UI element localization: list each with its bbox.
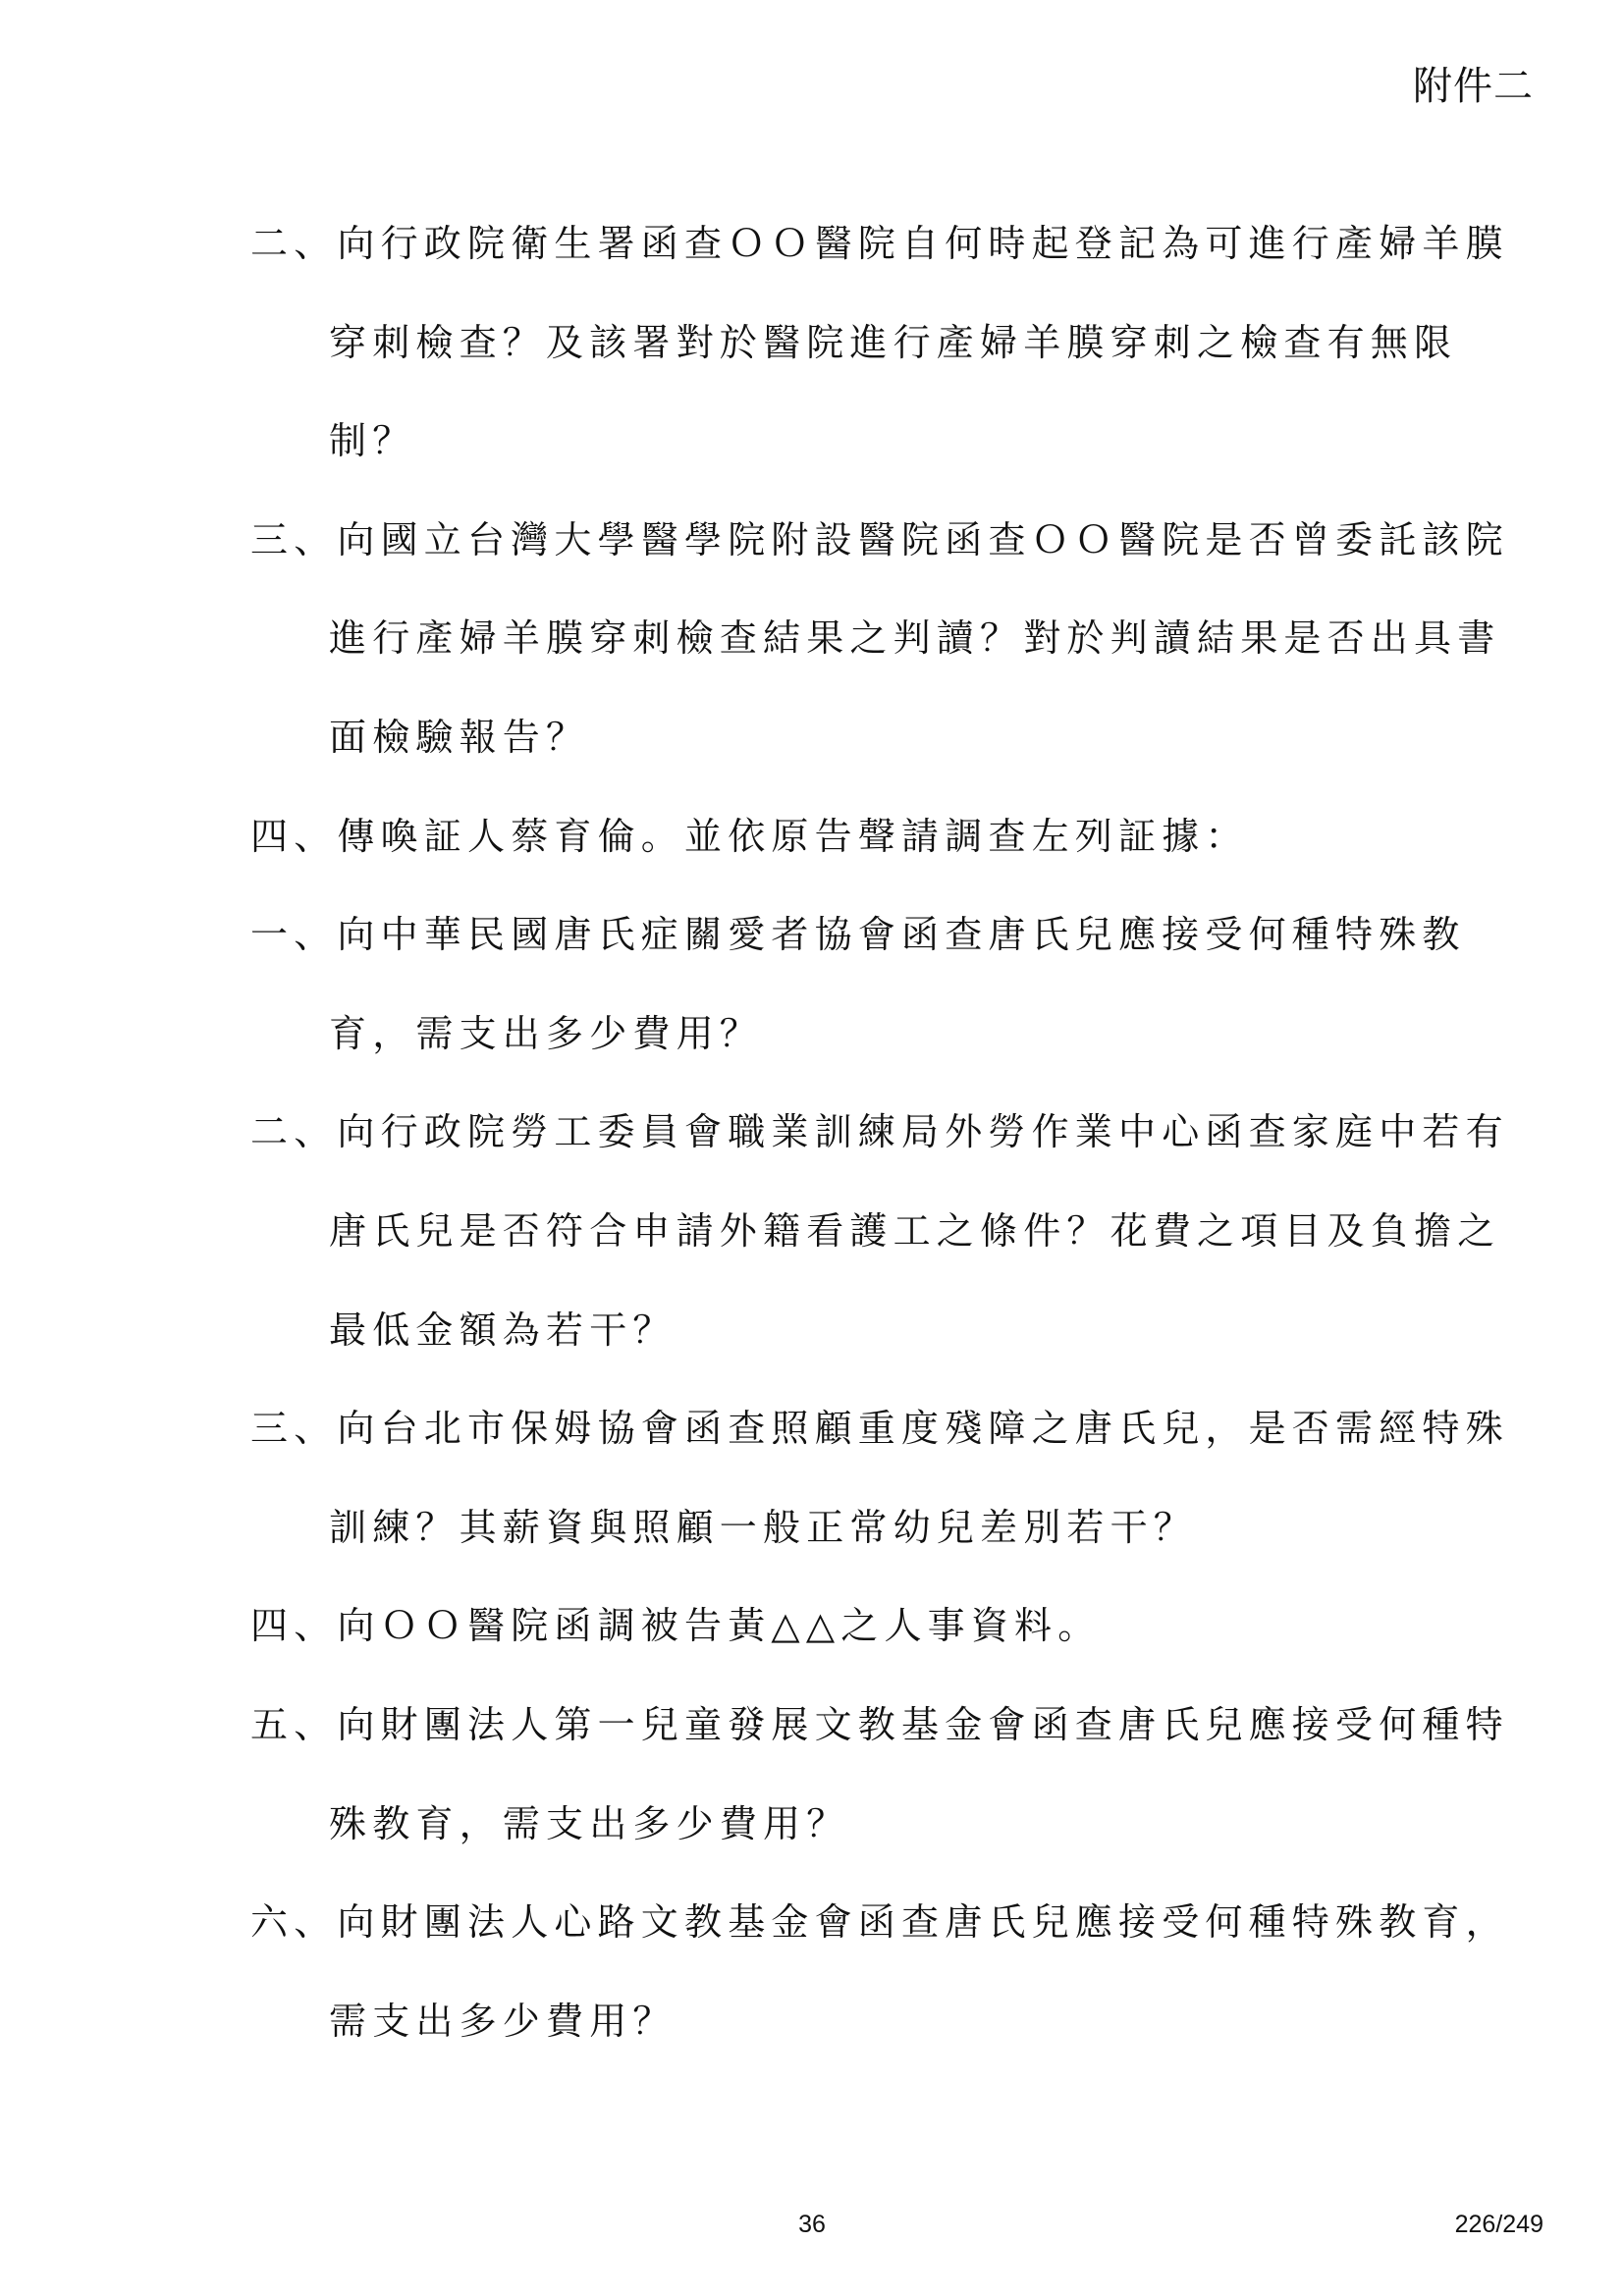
text-line: 需支出多少費用？ <box>329 1999 677 2043</box>
annex-label: 附件二 <box>1413 64 1534 109</box>
text-line: 四、傳喚証人蔡育倫。並依原告聲請調查左列証據： <box>250 814 1249 858</box>
text-line: 三、向台北市保姆協會函查照顧重度殘障之唐氏兒，是否需經特殊 <box>250 1407 1509 1451</box>
text-line: 六、向財團法人心路文教基金會函查唐氏兒應接受何種特殊教育， <box>250 1900 1509 1945</box>
text-line: 制？ <box>329 419 416 463</box>
text-line: 面檢驗報告？ <box>329 715 590 759</box>
text-line: 穿刺檢查？及該署對於醫院進行產婦羊膜穿刺之檢查有無限 <box>329 320 1458 364</box>
text-line: 唐氏兒是否符合申請外籍看護工之條件？花費之項目及負擔之 <box>329 1208 1501 1253</box>
page-total: 226/249 <box>1454 2211 1543 2238</box>
text-line: 育，需支出多少費用？ <box>329 1011 764 1055</box>
text-line: 四、向ＯＯ醫院函調被告黃△△之人事資料。 <box>250 1604 1102 1648</box>
text-line: 三、向國立台灣大學醫學院附設醫院函查ＯＯ醫院是否曾委託該院 <box>250 517 1509 561</box>
text-line: 進行產婦羊膜穿刺檢查結果之判讀？對於判讀結果是否出具書 <box>329 616 1501 661</box>
page-number: 36 <box>798 2211 826 2238</box>
document-body <box>250 214 1509 2090</box>
text-line: 最低金額為若干？ <box>329 1308 677 1352</box>
text-line: 二、向行政院衛生署函查ＯＯ醫院自何時起登記為可進行產婦羊膜 <box>250 222 1509 265</box>
text-line: 五、向財團法人第一兒童發展文教基金會函查唐氏兒應接受何種特 <box>250 1702 1509 1746</box>
text-line: 一、向中華民國唐氏症關愛者協會函查唐氏兒應接受何種特殊教 <box>250 913 1466 957</box>
text-line: 殊教育，需支出多少費用？ <box>329 1801 850 1845</box>
text-line: 訓練？其薪資與照顧一般正常幼兒差別若干？ <box>329 1505 1198 1549</box>
text-line: 二、向行政院勞工委員會職業訓練局外勞作業中心函查家庭中若有 <box>250 1110 1509 1154</box>
